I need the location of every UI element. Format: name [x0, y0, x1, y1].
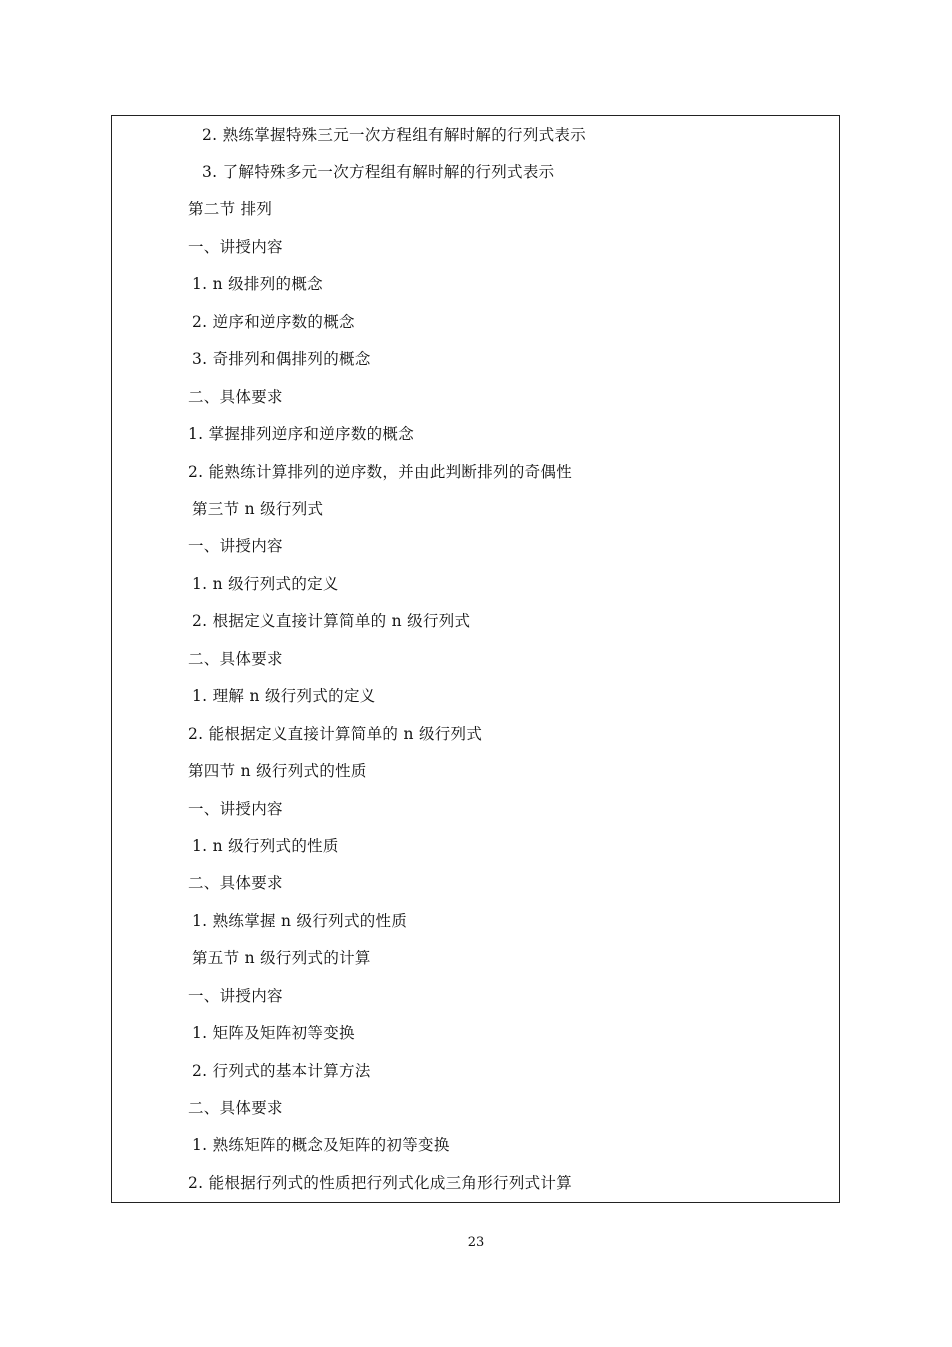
text-line: 3. 奇排列和偶排列的概念 [192, 350, 371, 368]
text-line: 2. 逆序和逆序数的概念 [192, 313, 355, 331]
subsection-heading: 二、具体要求 [188, 650, 283, 668]
text-line: 2. 熟练掌握特殊三元一次方程组有解时解的行列式表示 [202, 126, 587, 144]
section-heading: 第五节 n 级行列式的计算 [192, 949, 371, 967]
subsection-heading: 一、讲授内容 [188, 800, 283, 818]
text-line: 1. 矩阵及矩阵初等变换 [192, 1024, 355, 1042]
text-line: 1. n 级行列式的定义 [192, 575, 339, 593]
text-line: 1. n 级排列的概念 [192, 275, 323, 293]
subsection-heading: 二、具体要求 [188, 874, 283, 892]
section-heading: 第四节 n 级行列式的性质 [188, 762, 367, 780]
subsection-heading: 二、具体要求 [188, 1099, 283, 1117]
subsection-heading: 一、讲授内容 [188, 238, 283, 256]
text-line: 2. 行列式的基本计算方法 [192, 1062, 371, 1080]
page-number: 23 [467, 1235, 485, 1250]
subsection-heading: 一、讲授内容 [188, 987, 283, 1005]
text-line: 1. 熟练掌握 n 级行列式的性质 [192, 912, 408, 930]
text-line: 3. 了解特殊多元一次方程组有解时解的行列式表示 [202, 163, 555, 181]
text-line: 2. 能根据行列式的性质把行列式化成三角形行列式计算 [188, 1174, 573, 1192]
text-line: 2. 根据定义直接计算简单的 n 级行列式 [192, 612, 471, 630]
text-line: 2. 能根据定义直接计算简单的 n 级行列式 [188, 725, 483, 743]
text-line: 2. 能熟练计算排列的逆序数，并由此判断排列的奇偶性 [188, 463, 573, 481]
text-line: 1. 理解 n 级行列式的定义 [192, 687, 376, 705]
section-heading: 第三节 n 级行列式 [192, 500, 324, 518]
text-line: 1. n 级行列式的性质 [192, 837, 339, 855]
subsection-heading: 一、讲授内容 [188, 537, 283, 555]
section-heading: 第二节 排列 [188, 200, 273, 218]
text-line: 1. 熟练矩阵的概念及矩阵的初等变换 [192, 1136, 450, 1154]
text-line: 1. 掌握排列逆序和逆序数的概念 [188, 425, 415, 443]
subsection-heading: 二、具体要求 [188, 388, 283, 406]
